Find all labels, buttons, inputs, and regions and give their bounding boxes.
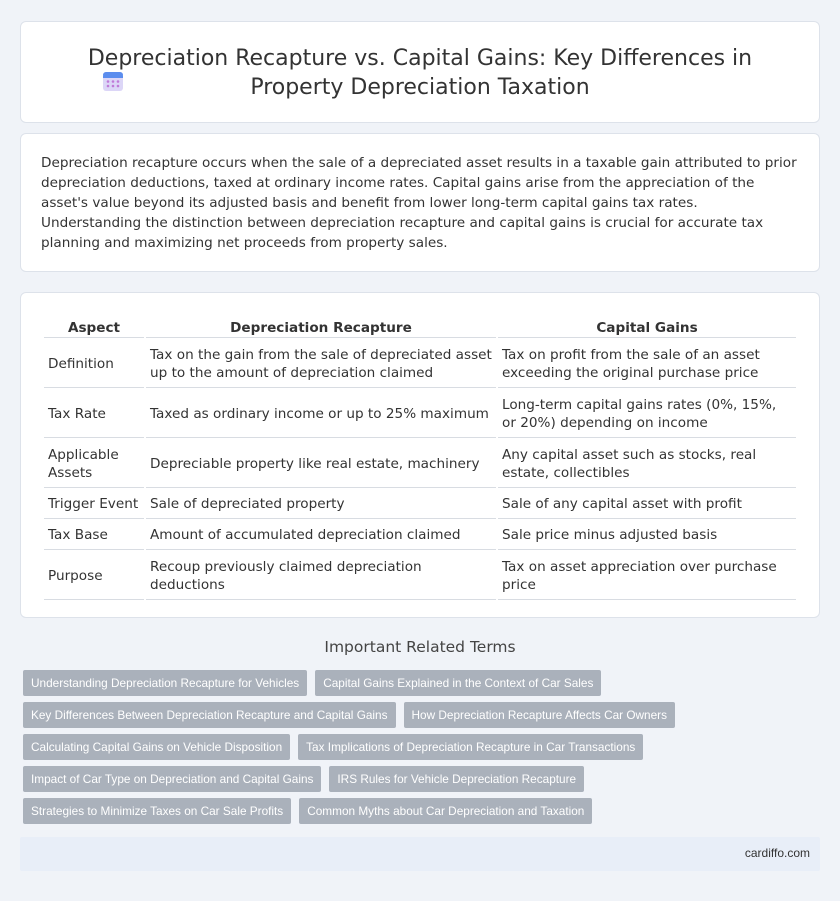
comparison-table bbox=[42, 313, 798, 602]
table-header-row bbox=[44, 315, 796, 338]
cell-aspect: Purpose bbox=[44, 552, 144, 600]
cell-capital-gains: Sale price minus adjusted basis bbox=[498, 521, 796, 550]
cell-capital-gains: Sale of any capital asset with profit bbox=[498, 490, 796, 519]
cell-aspect: Applicable Assets bbox=[44, 440, 144, 488]
related-term-tag[interactable]: How Depreciation Recapture Affects Car Owners bbox=[404, 702, 676, 728]
cell-depreciation-recapture: Amount of accumulated depreciation claimed bbox=[146, 521, 496, 550]
related-term-tag[interactable]: Understanding Depreciation Recapture for Vehicles bbox=[23, 670, 307, 696]
table-row bbox=[44, 390, 796, 438]
cell-depreciation-recapture: Depreciable property like real estate, machinery bbox=[146, 440, 496, 488]
cell-capital-gains: Long-term capital gains rates (0%, 15%, or 20%) depending on income bbox=[498, 390, 796, 438]
table-row bbox=[44, 521, 796, 550]
cell-aspect: Tax Rate bbox=[44, 390, 144, 438]
cell-depreciation-recapture: Tax on the gain from the sale of depreciated asset up to the amount of depreciation claimed bbox=[146, 340, 496, 388]
cell-aspect: Definition bbox=[44, 340, 144, 388]
table-row bbox=[44, 490, 796, 519]
page-title bbox=[81, 44, 759, 102]
cell-aspect: Trigger Event bbox=[44, 490, 144, 519]
header-depreciation-recapture: Depreciation Recapture bbox=[146, 315, 496, 338]
cell-depreciation-recapture: Sale of depreciated property bbox=[146, 490, 496, 519]
intro-card bbox=[20, 133, 820, 272]
table-row bbox=[44, 552, 796, 600]
related-term-tag[interactable]: Calculating Capital Gains on Vehicle Disposition bbox=[23, 734, 290, 760]
related-term-tag[interactable]: Tax Implications of Depreciation Recapture in Car Transactions bbox=[298, 734, 643, 760]
related-terms-list bbox=[23, 670, 823, 830]
related-term-tag[interactable]: Strategies to Minimize Taxes on Car Sale Profits bbox=[23, 798, 291, 824]
cell-capital-gains: Tax on asset appreciation over purchase price bbox=[498, 552, 796, 600]
related-term-tag[interactable]: IRS Rules for Vehicle Depreciation Recapture bbox=[329, 766, 584, 792]
page-title-line-1: Depreciation Recapture vs. Capital Gains: Key Differences in bbox=[87, 46, 753, 71]
related-term-tag[interactable]: Key Differences Between Depreciation Recapture and Capital Gains bbox=[23, 702, 396, 728]
header-aspect: Aspect bbox=[44, 315, 144, 338]
table-row bbox=[44, 440, 796, 488]
header-card bbox=[20, 21, 820, 123]
intro-paragraph: Depreciation recapture occurs when the sale of a depreciated asset results in a taxable gain attributed to prior depreciation deductions, taxed at ordinary income rates. Capital gains arise from the appreciation of the asset's value beyond its adjusted basis and benefit from lower long-term capital gains tax rates. Understanding the distinction between depreciation recapture and capital gains is crucial for accurate tax planning and maximizing net proceeds from property sales. bbox=[41, 155, 797, 251]
related-term-tag[interactable]: Common Myths about Car Depreciation and Taxation bbox=[299, 798, 592, 824]
footer-site-link[interactable]: cardiffo.com bbox=[744, 846, 810, 860]
related-term-tag[interactable]: Impact of Car Type on Depreciation and Capital Gains bbox=[23, 766, 321, 792]
comparison-table-card bbox=[20, 292, 820, 618]
cell-capital-gains: Any capital asset such as stocks, real estate, collectibles bbox=[498, 440, 796, 488]
related-term-tag[interactable]: Capital Gains Explained in the Context of Car Sales bbox=[315, 670, 601, 696]
cell-depreciation-recapture: Recoup previously claimed depreciation deductions bbox=[146, 552, 496, 600]
related-terms-title: Important Related Terms bbox=[324, 638, 516, 656]
page-title-line-2: Property Depreciation Taxation bbox=[250, 75, 590, 100]
table-row bbox=[44, 340, 796, 388]
cell-depreciation-recapture: Taxed as ordinary income or up to 25% maximum bbox=[146, 390, 496, 438]
footer bbox=[20, 837, 820, 871]
cell-capital-gains: Tax on profit from the sale of an asset exceeding the original purchase price bbox=[498, 340, 796, 388]
header-capital-gains: Capital Gains bbox=[498, 315, 796, 338]
cell-aspect: Tax Base bbox=[44, 521, 144, 550]
